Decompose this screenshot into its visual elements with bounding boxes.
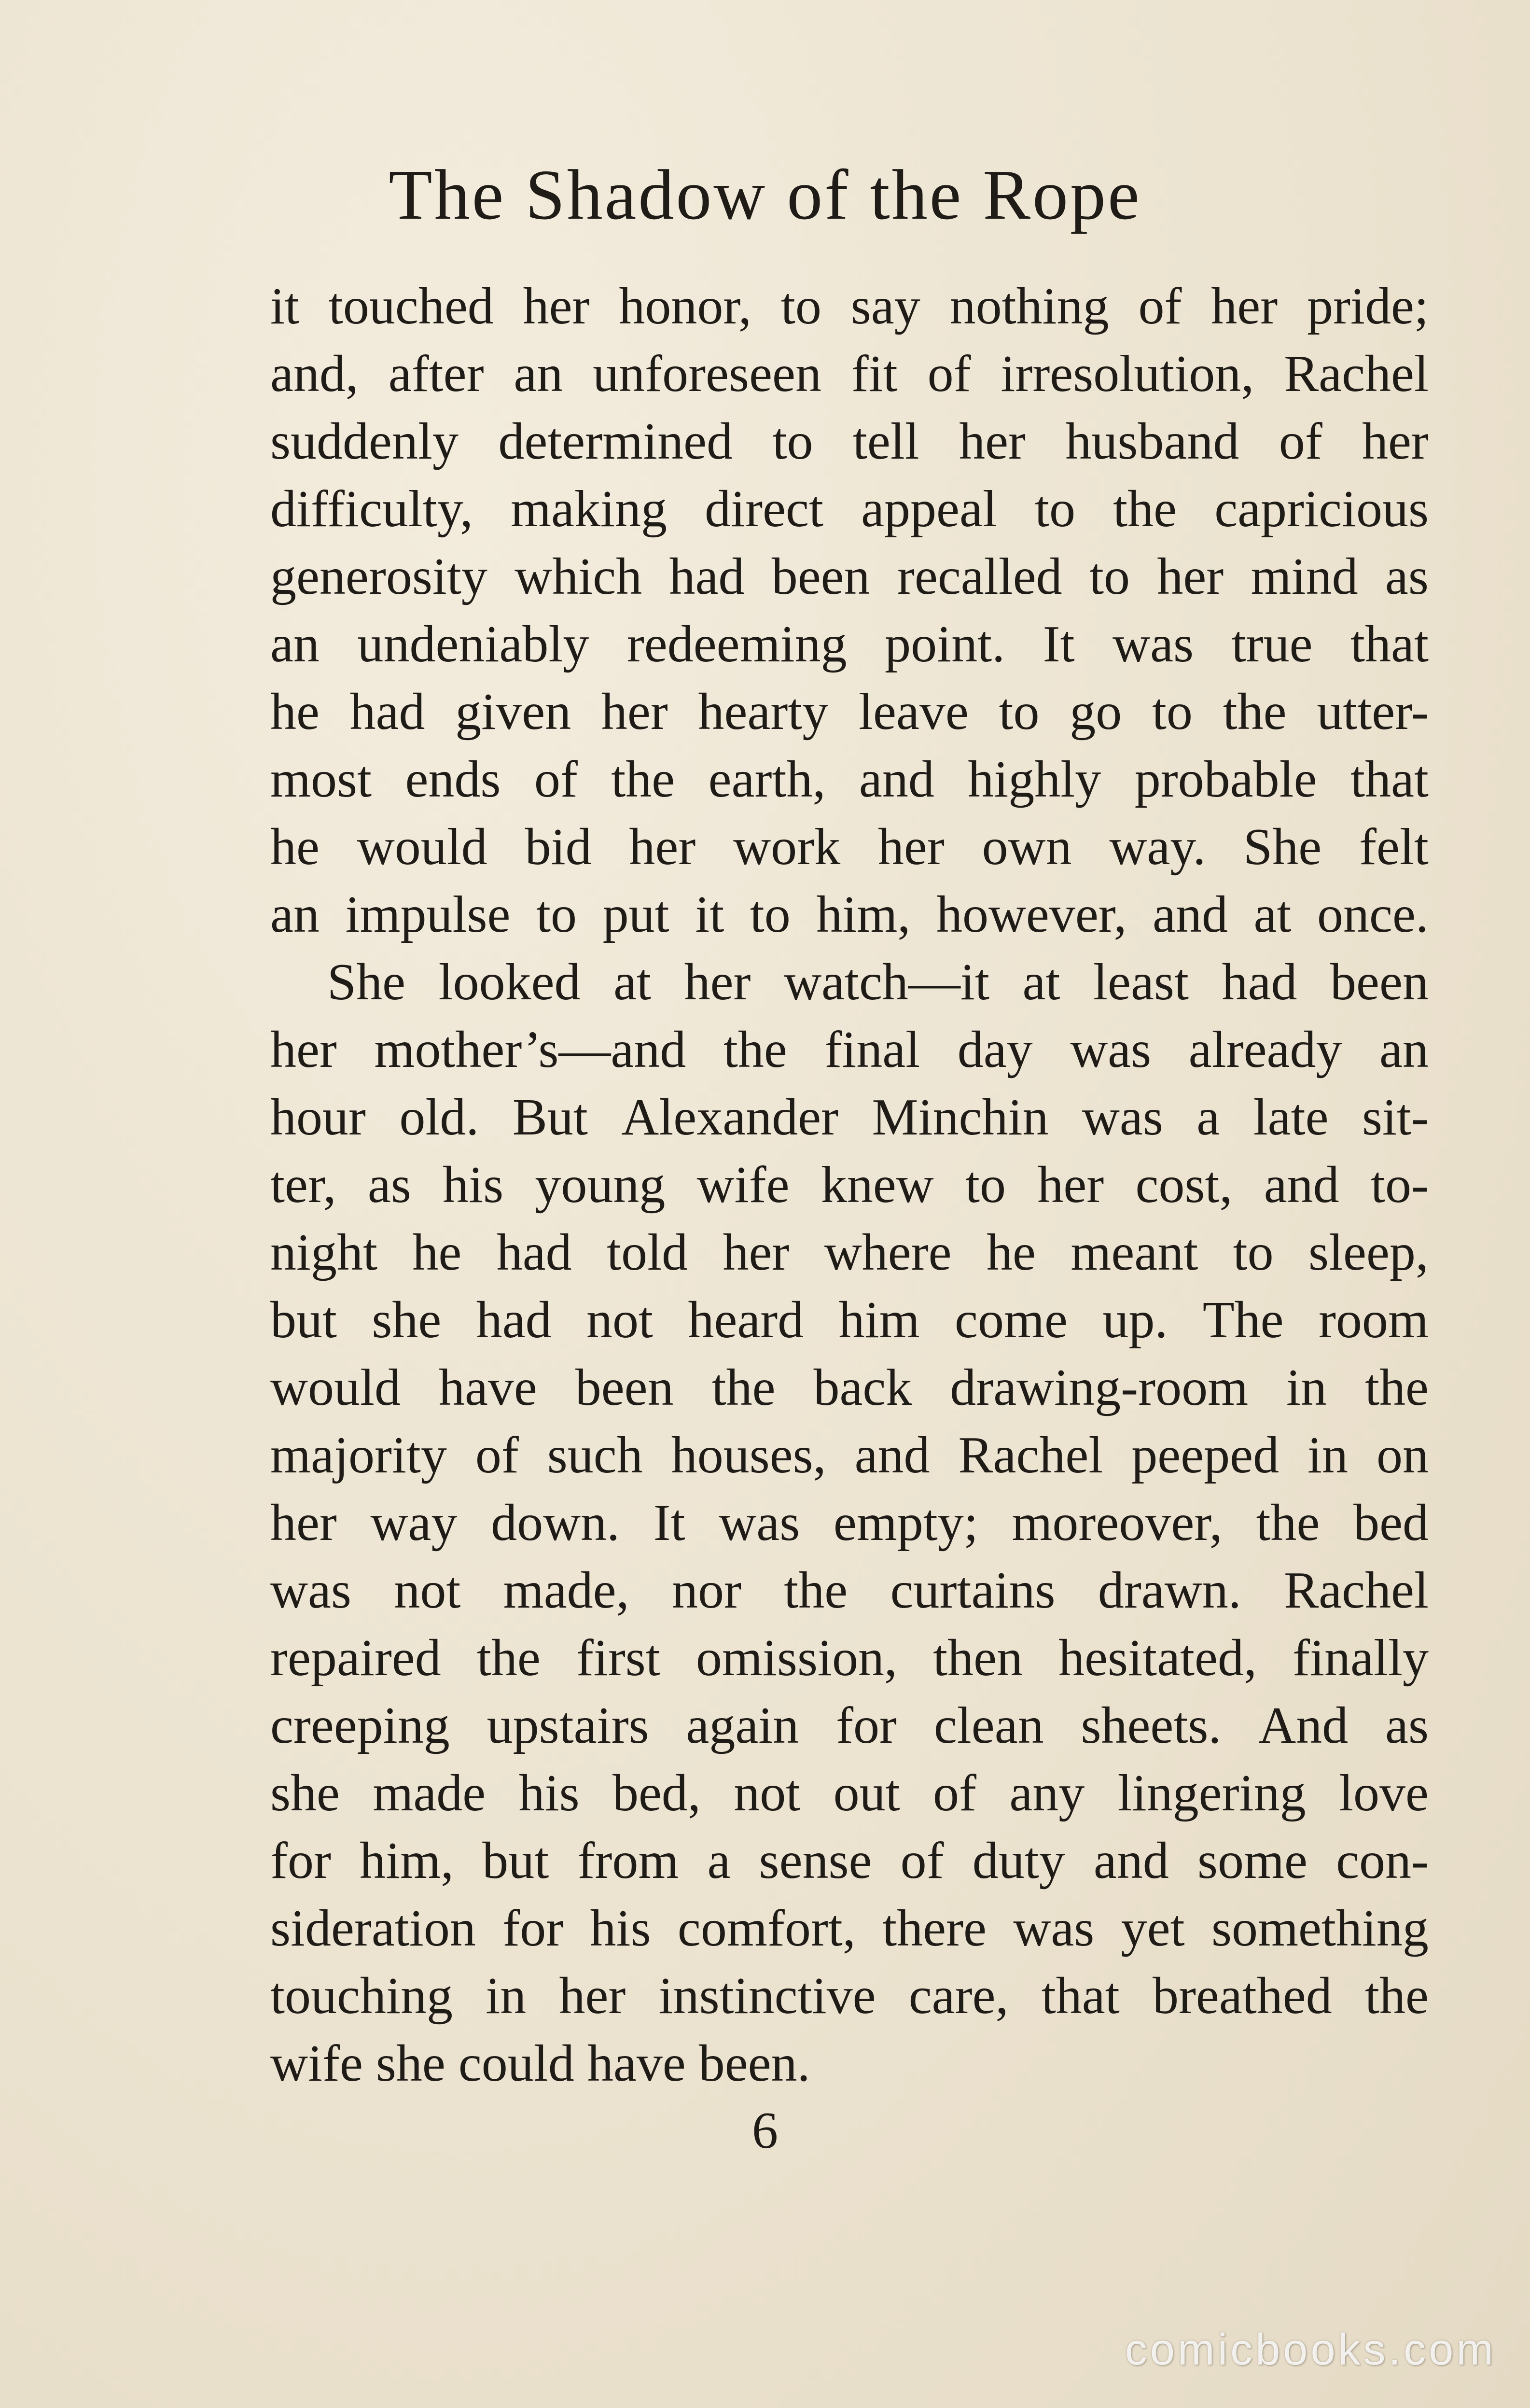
word: had	[669, 548, 745, 605]
word: of	[1279, 413, 1322, 470]
word: to	[999, 683, 1040, 741]
word: in	[1286, 1359, 1327, 1416]
word: say	[850, 278, 920, 335]
text-line	[270, 273, 1429, 340]
word: been.	[698, 2035, 810, 2092]
word: Alexander	[621, 1089, 839, 1146]
word: was	[1070, 1021, 1152, 1078]
word: him,	[816, 886, 911, 943]
word: her	[1037, 1156, 1104, 1214]
word: after	[388, 345, 484, 403]
word: already	[1188, 1021, 1342, 1078]
word: capricious	[1214, 480, 1429, 538]
word: wife	[270, 2035, 363, 2092]
word: pride;	[1307, 278, 1429, 335]
word: on	[1377, 1427, 1429, 1484]
word: of	[475, 1427, 519, 1484]
word: come	[955, 1291, 1068, 1349]
word: felt	[1359, 818, 1429, 876]
word: her	[559, 1967, 626, 2025]
text-line	[270, 1827, 1429, 1895]
word: comfort,	[677, 1900, 856, 1957]
word: and	[854, 1427, 930, 1484]
word: clean	[933, 1697, 1044, 1754]
word: upstairs	[487, 1697, 649, 1754]
word: Minchin	[872, 1089, 1049, 1146]
word: of	[900, 1832, 944, 1890]
word: as	[1385, 548, 1429, 605]
word: highly	[968, 751, 1101, 808]
word: where	[824, 1224, 952, 1281]
word: his	[590, 1900, 651, 1957]
word: empty;	[833, 1494, 978, 1552]
word: appeal	[861, 480, 997, 538]
word: it	[695, 886, 724, 943]
text-line-paragraph-start	[270, 949, 1429, 1016]
word: drawing-room	[950, 1359, 1249, 1416]
word: his	[443, 1156, 504, 1214]
word: could	[458, 2035, 574, 2092]
word: way.	[1109, 818, 1206, 876]
word: not	[394, 1562, 461, 1619]
word: tell	[852, 413, 919, 470]
word: at	[1253, 886, 1292, 943]
word: of	[933, 1764, 976, 1822]
word: hesitated,	[1058, 1629, 1257, 1687]
watermark: comicbooks.com	[1125, 2325, 1496, 2374]
word: of	[534, 751, 578, 808]
word: repaired	[270, 1629, 441, 1687]
word: room	[1318, 1291, 1429, 1349]
word: It	[653, 1494, 685, 1552]
text-line	[270, 1354, 1429, 1422]
word: true	[1231, 616, 1313, 673]
text-line	[270, 1760, 1429, 1827]
word: Rachel	[1284, 345, 1429, 403]
word: way	[370, 1494, 458, 1552]
word: some	[1197, 1832, 1307, 1890]
word: she	[372, 1291, 442, 1349]
word: to	[780, 278, 821, 335]
word: it	[270, 278, 300, 335]
text-line	[270, 1489, 1429, 1557]
word: knew	[821, 1156, 934, 1214]
word: leave	[859, 683, 969, 741]
word: and,	[270, 345, 359, 403]
word: however,	[936, 886, 1127, 943]
word: he	[987, 1224, 1036, 1281]
word: would	[270, 1359, 401, 1416]
word: earth,	[708, 751, 826, 808]
word: she	[270, 1764, 340, 1822]
word: She	[327, 953, 405, 1011]
word: that	[1350, 751, 1429, 808]
word: her	[523, 278, 590, 335]
word: her	[601, 683, 668, 741]
word: her	[1157, 548, 1224, 605]
word: late	[1253, 1089, 1329, 1146]
word: up.	[1102, 1291, 1168, 1349]
text-line-paragraph-end	[270, 2030, 1429, 2098]
word: young	[535, 1156, 666, 1214]
word: for	[836, 1697, 897, 1754]
body-text	[270, 273, 1429, 2098]
text-line	[270, 746, 1429, 813]
word: have	[587, 2035, 686, 2092]
word: impulse	[345, 886, 511, 943]
word: had	[349, 683, 425, 741]
word: the	[711, 1359, 776, 1416]
word: the	[784, 1562, 848, 1619]
word: night	[270, 1224, 378, 1281]
word: undeniably	[357, 616, 589, 673]
word: him,	[360, 1832, 454, 1890]
word: hour	[270, 1089, 366, 1146]
word: given	[455, 683, 571, 741]
word: been	[771, 548, 870, 605]
page-number: 6	[752, 2102, 778, 2159]
text-line	[270, 1557, 1429, 1624]
word: sheets.	[1081, 1697, 1222, 1754]
word: the	[723, 1021, 787, 1078]
word: to-	[1370, 1156, 1429, 1214]
word: majority	[270, 1427, 447, 1484]
word: been	[575, 1359, 674, 1416]
word: final	[824, 1021, 920, 1078]
word: go	[1070, 683, 1122, 741]
word: and	[1264, 1156, 1339, 1214]
word: been	[1330, 953, 1429, 1011]
word: suddenly	[270, 413, 459, 470]
word: watch—it	[784, 953, 989, 1011]
word: was	[270, 1562, 351, 1619]
word: utter-	[1317, 683, 1429, 741]
text-line	[270, 1084, 1429, 1151]
word: something	[1211, 1900, 1429, 1957]
word: was	[1113, 616, 1194, 673]
word: the	[1365, 1359, 1429, 1416]
word: nor	[671, 1562, 741, 1619]
word: she	[376, 2035, 445, 2092]
word: for	[270, 1832, 331, 1890]
word: probable	[1134, 751, 1317, 808]
running-header-title: The Shadow of the Rope	[389, 155, 1141, 235]
word: mind	[1251, 548, 1358, 605]
word: difficulty,	[270, 480, 473, 538]
word: irresolution,	[1001, 345, 1254, 403]
text-line	[270, 1422, 1429, 1489]
word: to	[1089, 548, 1130, 605]
word: any	[1009, 1764, 1085, 1822]
word: heard	[688, 1291, 804, 1349]
word: the	[1113, 480, 1177, 538]
word: a	[707, 1832, 731, 1890]
word: love	[1338, 1764, 1429, 1822]
word: as	[1385, 1697, 1429, 1754]
text-line	[270, 881, 1429, 949]
word: the	[1256, 1494, 1320, 1552]
word: instinctive	[658, 1967, 876, 2025]
word: The	[1202, 1291, 1284, 1349]
word: Rachel	[1284, 1562, 1429, 1619]
text-line	[270, 1016, 1429, 1084]
word: to	[1233, 1224, 1274, 1281]
word: Rachel	[958, 1427, 1103, 1484]
word: care,	[908, 1967, 1009, 2025]
word: the	[1223, 683, 1287, 741]
word: nothing	[949, 278, 1109, 335]
word: would	[357, 818, 487, 876]
word: lingering	[1117, 1764, 1306, 1822]
word: point.	[885, 616, 1005, 673]
word: an	[270, 886, 320, 943]
word: touching	[270, 1967, 453, 2025]
word: from	[577, 1832, 679, 1890]
word: touched	[328, 278, 494, 335]
word: told	[607, 1224, 688, 1281]
word: duty	[972, 1832, 1065, 1890]
word: made	[373, 1764, 486, 1822]
word: in	[1307, 1427, 1349, 1484]
word: meant	[1071, 1224, 1198, 1281]
word: to	[1035, 480, 1076, 538]
word: there	[882, 1900, 987, 1957]
word: him	[838, 1291, 920, 1349]
word: drawn.	[1098, 1562, 1241, 1619]
word: looked	[438, 953, 581, 1011]
word: her	[723, 1224, 790, 1281]
word: mother’s—and	[374, 1021, 686, 1078]
word: bed,	[612, 1764, 701, 1822]
word: her	[270, 1021, 337, 1078]
text-line	[270, 678, 1429, 746]
word: and	[859, 751, 934, 808]
word: of	[927, 345, 971, 403]
word: once.	[1317, 886, 1429, 943]
text-line	[270, 813, 1429, 881]
word: con-	[1336, 1832, 1429, 1890]
word: to	[750, 886, 791, 943]
word: husband	[1065, 413, 1239, 470]
word: her	[1211, 278, 1278, 335]
word: making	[511, 480, 667, 538]
word: moreover,	[1012, 1494, 1223, 1552]
word: day	[957, 1021, 1033, 1078]
word: at	[613, 953, 652, 1011]
word: wife	[696, 1156, 790, 1214]
word: but	[482, 1832, 549, 1890]
word: ter,	[270, 1156, 336, 1214]
word: finally	[1293, 1629, 1429, 1687]
word: to	[772, 413, 813, 470]
word: an	[1379, 1021, 1429, 1078]
word: work	[733, 818, 841, 876]
word: was	[719, 1494, 800, 1552]
text-line	[270, 1219, 1429, 1287]
word: sense	[759, 1832, 872, 1890]
word: to	[1152, 683, 1193, 741]
word: breathed	[1152, 1967, 1332, 2025]
word: to	[965, 1156, 1006, 1214]
word: have	[438, 1359, 537, 1416]
text-line	[270, 611, 1429, 678]
word: put	[602, 886, 669, 943]
word: direct	[705, 480, 823, 538]
word: redeeming	[626, 616, 847, 673]
text-line	[270, 340, 1429, 408]
text-line	[270, 1692, 1429, 1760]
word: an	[270, 616, 320, 673]
word: her	[684, 953, 751, 1011]
word: he	[270, 683, 320, 741]
word: hearty	[698, 683, 829, 741]
word: the	[611, 751, 675, 808]
word: had	[1222, 953, 1297, 1011]
word: made,	[503, 1562, 629, 1619]
word: his	[518, 1764, 580, 1822]
word: But	[512, 1089, 588, 1146]
word: omission,	[695, 1629, 897, 1687]
text-line	[270, 476, 1429, 543]
word: such	[547, 1427, 643, 1484]
word: back	[813, 1359, 912, 1416]
word: and	[1153, 886, 1228, 943]
text-line	[270, 1287, 1429, 1354]
word: he	[412, 1224, 462, 1281]
word: he	[270, 818, 320, 876]
word: It	[1043, 616, 1075, 673]
word: sideration	[270, 1900, 476, 1957]
word: generosity	[270, 548, 487, 605]
word: She	[1243, 818, 1322, 876]
word: to	[536, 886, 577, 943]
word: fit	[851, 345, 898, 403]
word: ends	[405, 751, 501, 808]
word: peeped	[1131, 1427, 1280, 1484]
word: curtains	[890, 1562, 1056, 1619]
text-line	[270, 1895, 1429, 1962]
word: was	[1082, 1089, 1163, 1146]
word: the	[1364, 1967, 1429, 2025]
text-line	[270, 408, 1429, 476]
word: least	[1093, 953, 1189, 1011]
word: had	[476, 1291, 552, 1349]
word: honor,	[619, 278, 752, 335]
word: as	[367, 1156, 411, 1214]
word: the	[476, 1629, 541, 1687]
word: bed	[1353, 1494, 1429, 1552]
text-line	[270, 543, 1429, 611]
word: then	[933, 1629, 1023, 1687]
word: had	[496, 1224, 572, 1281]
word: not	[734, 1764, 801, 1822]
word: own	[982, 818, 1072, 876]
word: her	[959, 413, 1026, 470]
word: first	[576, 1629, 660, 1687]
word: and	[1093, 1832, 1169, 1890]
word: her	[877, 818, 945, 876]
word: a	[1196, 1089, 1220, 1146]
word: And	[1258, 1697, 1349, 1754]
text-line	[270, 1151, 1429, 1219]
word: out	[833, 1764, 900, 1822]
word: an	[514, 345, 563, 403]
word: most	[270, 751, 372, 808]
word: houses,	[671, 1427, 826, 1484]
word: at	[1022, 953, 1060, 1011]
text-line	[270, 1962, 1429, 2030]
word: old.	[399, 1089, 479, 1146]
word: cost,	[1135, 1156, 1233, 1214]
word: again	[686, 1697, 799, 1754]
word: that	[1350, 616, 1429, 673]
word: her	[629, 818, 696, 876]
word: sleep,	[1308, 1224, 1429, 1281]
word: yet	[1121, 1900, 1185, 1957]
word: her	[1362, 413, 1429, 470]
word: which	[515, 548, 642, 605]
word: that	[1041, 1967, 1120, 2025]
word: in	[486, 1967, 527, 2025]
word: unforeseen	[593, 345, 821, 403]
word: not	[586, 1291, 654, 1349]
word: sit-	[1362, 1089, 1429, 1146]
word: but	[270, 1291, 337, 1349]
word: recalled	[897, 548, 1062, 605]
word: bid	[525, 818, 592, 876]
word: for	[502, 1900, 564, 1957]
word: was	[1013, 1900, 1095, 1957]
word: determined	[498, 413, 733, 470]
word: creeping	[270, 1697, 450, 1754]
text-line	[270, 1624, 1429, 1692]
word: her	[270, 1494, 337, 1552]
word: of	[1138, 278, 1182, 335]
word: down.	[491, 1494, 620, 1552]
